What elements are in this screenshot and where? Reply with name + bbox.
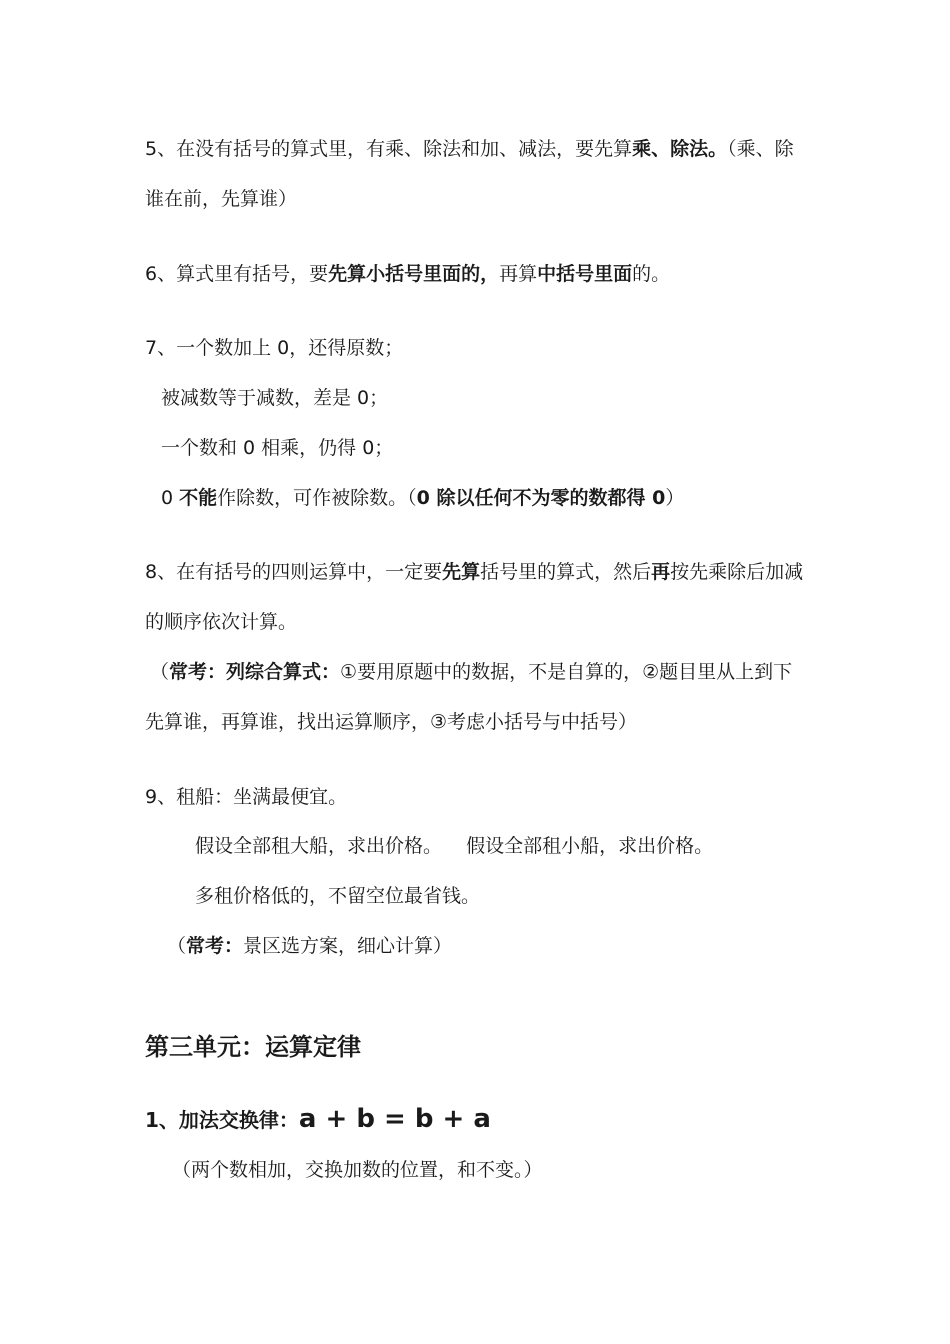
item-9-line-4 — [167, 937, 452, 956]
text-segment: 作除数，可作被除数。（ — [217, 487, 417, 509]
law-formula: a + b = b + a — [298, 1104, 491, 1134]
bold-segment: 常考：列综合算式： — [169, 661, 341, 683]
bold-segment: 再 — [651, 561, 671, 583]
item-6 — [145, 265, 670, 284]
text-segment: 的。 — [632, 263, 671, 285]
text-segment: ①要用原题中的数据，不是自算的，②题目里从上到下 — [340, 661, 793, 683]
text-segment: 按先乘除后加减 — [670, 561, 804, 583]
text-segment: 景区选方案，细心计算） — [243, 935, 453, 957]
text-segment: 括号里的算式，然后 — [480, 561, 652, 583]
item-9-line-1: 9、租船：坐满最便宜。 — [145, 786, 348, 808]
addition-commutative-law — [145, 1106, 491, 1132]
item-9-line-2: 假设全部租大船，求出价格。 假设全部租小船，求出价格。 — [195, 835, 714, 857]
law-label: 1、加法交换律： — [145, 1108, 299, 1132]
bold-segment: 不能 — [179, 487, 218, 509]
unit-3-heading: 第三单元：运算定律 — [145, 1033, 361, 1061]
text-segment: 5、在没有括号的算式里，有乘、除法和加、减法，要先算 — [145, 138, 633, 160]
item-7-line-2: 被减数等于减数，差是 0； — [161, 387, 389, 409]
bold-segment: 先算小括号里面的， — [328, 263, 500, 285]
item-5-line-1 — [145, 140, 794, 159]
item-8-line-2: 的顺序依次计算。 — [145, 611, 298, 633]
item-8-line-3 — [150, 663, 792, 682]
item-8-line-1 — [145, 563, 803, 582]
item-7-line-1: 7、一个数加上 0，还得原数； — [145, 337, 404, 359]
item-7-line-4 — [161, 489, 684, 508]
bold-segment: 先算 — [442, 561, 481, 583]
text-segment: （ — [150, 661, 170, 683]
item-7-line-3: 一个数和 0 相乘，仍得 0； — [161, 437, 394, 459]
text-segment: （ — [167, 935, 187, 957]
bold-segment: 乘、除法。 — [632, 138, 728, 160]
item-5-line-2: 谁在前，先算谁） — [145, 188, 298, 210]
text-segment: 0 — [161, 487, 180, 509]
text-segment: ） — [665, 487, 685, 509]
item-9-line-3: 多租价格低的，不留空位最省钱。 — [195, 885, 481, 907]
text-segment: （乘、除 — [727, 138, 794, 160]
text-segment: 6、算式里有括号，要 — [145, 263, 329, 285]
bold-segment: 常考： — [186, 935, 244, 957]
law-note: （两个数相加，交换加数的位置，和不变。） — [172, 1159, 543, 1181]
item-8-line-4: 先算谁，再算谁，找出运算顺序，③考虑小括号与中括号） — [145, 711, 638, 733]
bold-segment: 中括号里面 — [537, 263, 633, 285]
bold-segment: 0 除以任何不为零的数都得 0 — [416, 487, 666, 509]
text-segment: 8、在有括号的四则运算中，一定要 — [145, 561, 443, 583]
text-segment: 再算 — [499, 263, 538, 285]
